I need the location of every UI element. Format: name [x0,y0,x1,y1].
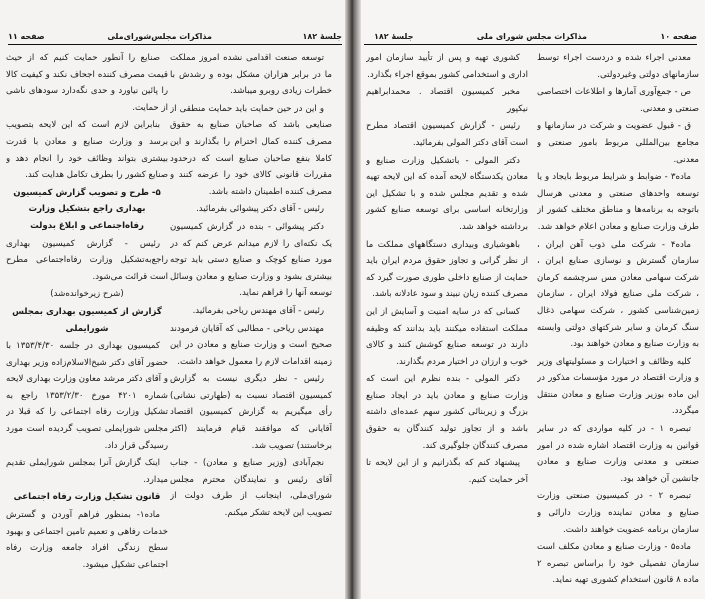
left-page [0,0,350,599]
right-page [356,0,705,599]
page-number: صفحه ۱۱ [8,32,45,41]
text-column [366,50,528,593]
paragraph: رئیس - نظر دیگری نیست به گزارش کمیسیون اقتصاد نسبت به (طهارتی نشانی) رأی میگیریم به گزارش کمیسیون اقتصاد آقایانی که موافقند قیام فرمایند (اکثر برخاستند) تصویب شد. [170,374,332,451]
text-column [6,50,168,593]
paragraph: باهوشیاری وبیداری دستگاههای مملکت ما از نظر گرانی و تجاوز حقوق مردم ایران باید حمایت از صنایع داخلی طوری صورت گیرد که مصرف کننده زیان نبیند و سود عادلانه باشد. [366,239,528,300]
paragraph: معدنی اجراء شده و دردست اجراء توسط سازمانهای دولتی وغیردولتی. [537,53,699,80]
session-number: جلسهٔ ۱۸۲ [302,32,342,41]
paragraph: بنابراین لازم است که این لایحه بتصویب برسد و وزارت صنایع و معادن با قدرت بیشتری بتواند وظائف خود را انجام دهد و صنایع کشور را بطرف تکامل هدایت کند. [6,120,168,181]
paragraph: دکتر المولی - باتشکیل وزارت صنایع و معادن یکدستگاه لایحه آمده که این لایحه تهیه شده و تقدیم مجلس شده و با تشکیل این وزارتخانه اساسی برای توسعه صنایع کشور برداشته خواهد شد. [366,155,528,232]
paragraph: ماده۵ - وزارت صنایع و معادن مکلف است سازمان تفصیلی خود را براساس تبصره ۲ ماده ۸ قانون استخدام کشوری تهیه نماید. [537,542,699,586]
paragraph: دکتر المولی - بنده نظرم این است که وزارت صنایع و معادن باید در ایجاد صنایع بزرگ و زیربنائی کشور سهم عمده‌ای داشته باشد و از تجاوز تولید کنندگان به حقوق مصرف کنندگان جلوگیری کند. [366,374,528,451]
paragraph: دکتر پیشوائی - بنده در گزارش کمیسیون یک نکته‌ای را لازم میدانم عرض کنم که در مورد صنایع کوچک و صنایع دستی باید توجه بیشتری بشود و وزارت صنایع و معادن وسائل توسعه آنها را فراهم نماید. [170,221,332,299]
text-column [537,50,699,593]
paragraph: (شرح زیرخوانده‌شد) [50,289,124,300]
paragraph: تبصره ۱ - در کلیه مواردی که در سایر قوانین به وزارت اقتصاد اشاره شده در امور صنعتی و معدنی وزارت صنایع و معادن جانشین آن خواهد بود. [537,424,699,484]
header-title: مذاکرات مجلس شورای ملی [476,32,587,41]
paragraph: ماده۴ - شرکت ملی ذوب آهن ایران ، سازمان گسترش و نوسازی صنایع ایران ، شرکت سهامی معادن مس سرچشمه کرمان ، شرکت ملی صنایع فولاد ایران ، سازمان زمین‌شناسی کشور ، شرکت سهامی ذغال سنگ کرمان و سایر شرکتهای دولتی وابسته به وزارت صنایع و معادن خواهند بود. [537,239,699,350]
page-header [364,30,697,45]
paragraph: کمیسیون بهداری در جلسه ۱۳۵۳/۴/۳۰ با حضور آقای دکتر شیخ‌الاسلام‌زاده وزیر بهداری و آقای دکتر مرشد معاون وزارت بهداری لایحه شماره ۴۲۰۱ مورخ ۱۳۵۳/۲/۳۰ راجع به تشکیل وزارت رفاه اجتماعی را که قبلا در مجلس شورایملی تصویب گردیده است مورد رسیدگی قرار داد. [6,341,168,451]
paragraph: ۵- طرح و تصویب گزارش کمیسیون بهداری راجع بتشکیل وزارت رفاه‌اجتماعی و ابلاغ بدولت [13,187,161,231]
paragraph: رئیس - گزارش کمیسیون اقتصاد مطرح است آقای دکتر المولی بفرمائید. [366,121,528,148]
paragraph: مخبر کمیسیون اقتصاد . محمدابراهیم نیکپور [366,87,528,114]
paragraph: تبصره ۲ - در کمیسیون صنعتی وزارت صنایع و معادن نماینده وزارت دارائی و سازمان برنامه عضویت خواهند داشت. [537,491,699,535]
paragraph: رئیس - آقای مهندس ریاحی بفرمائید. [192,305,324,316]
page-header [8,30,342,45]
header-title: مذاکرات مجلس‌شورای‌ملی [107,32,212,41]
book-gutter [345,0,361,599]
paragraph: ق - قبول عضویت و شرکت در سازمانها و مجامع بین‌المللی مربوط بامور صنعتی و معدنی. [537,121,699,165]
paragraph: ماده۳ - ضوابط و شرایط مربوط بایجاد و یا توسعه واحدهای صنعتی و معدنی هرسال باتوجه به برنامه‌ها و مناطق مختلف کشور از طرف وزارت صنایع و معادن اعلام خواهد شد. [537,172,699,232]
paragraph: ماده۱- بمنظور فراهم آوردن و گسترش خدمات رفاهی و تعمیم تامین اجتماعی و بهبود سطح زندگی افراد جامعه وزارت رفاه اجتماعی تشکیل میشود. [6,510,168,570]
paragraph: مهندس ریاحی - مطالبی که آقایان فرمودند صحیح است و وزارت صنایع و معادن در این زمینه اقدامات لازم را معمول خواهد داشت. [170,323,332,367]
paragraph: رئیس - گزارش کمیسیون بهداری راجع‌به‌تشکیل وزارت رفاه‌اجتماعی مطرح است قرائت می‌شود. [6,238,168,282]
paragraph: کسانی که در سایه امنیت و آسایش از این مملکت استفاده میکنند باید بدانند که وظیفه دارند در توسعه صنایع کوشش کنند و کالای خوب و ارزان در اختیار مردم بگذارند. [366,306,528,367]
paragraph: پیشنهاد کنم که بگذرانیم و از این لایحه تا آخر حمایت کنیم. [366,458,528,485]
text-column [170,50,332,593]
page-number: صفحه ۱۰ [660,32,697,41]
paragraph: توسعه صنعت اقدامی نشده امروز مملکت ما در برابر هزاران مشکل بوده و رشدش با خطرات زیادی روبرو میباشد. [170,53,332,97]
paragraph: گزارش از کمیسیون بهداری بمجلس شورایملی [12,306,162,334]
paragraph: و این در حین حمایت باید حمایت منطقی از صنایعی باشد که صاحبان صنایع به حقوق مصرف کننده کمال احترام را بگذارند و این کاملا بنفع صاحبان صنایع است که درحدود مقررات قانونی کالای خود را عرضه کنند و مصرف کننده اطمینان داشته باشد. [170,103,332,197]
paragraph: رئیس - آقای دکتر پیشوائی بفرمائید. [196,204,324,215]
paragraph: کشوری تهیه و پس از تأیید سازمان امور اداری و استخدامی کشور بموقع اجراء بگذارد. [366,53,528,80]
paragraph: صنایع را آنطور حمایت کنیم که از حیث قیمت مصرف کننده اجحاف نکند و کیفیت کالا را پائین نیاورد و حدی نگه‌دارد سودهای ناشی از حمایت. [6,53,168,113]
paragraph: قانون تشکیل وزارت رفاه اجتماعی [13,492,161,503]
paragraph: ص - جمع‌آوری آمارها و اطلاعات اختصاصی صنعتی و معدنی. [537,87,699,114]
session-number: جلسهٔ ۱۸۲ [374,32,414,41]
paragraph: نجم‌آبادی (وزیر صنایع و معادن) - جناب آقای رئیس و نمایندگان محترم مجلس شورای‌ملی، اینجانب از طرف دولت از تصویب این لایحه تشکر میکنم. [170,458,332,519]
paragraph: اینک گزارش آنرا بمجلس شورایملی تقدیم میدارد. [6,458,168,485]
paragraph: کلیه وظائف و اختیارات و مسئولیتهای وزیر و وزارت اقتصاد در مورد مؤسسات مذکور در این ماده بوزیر وزارت صنایع و معادن منتقل میگردد. [537,356,699,417]
